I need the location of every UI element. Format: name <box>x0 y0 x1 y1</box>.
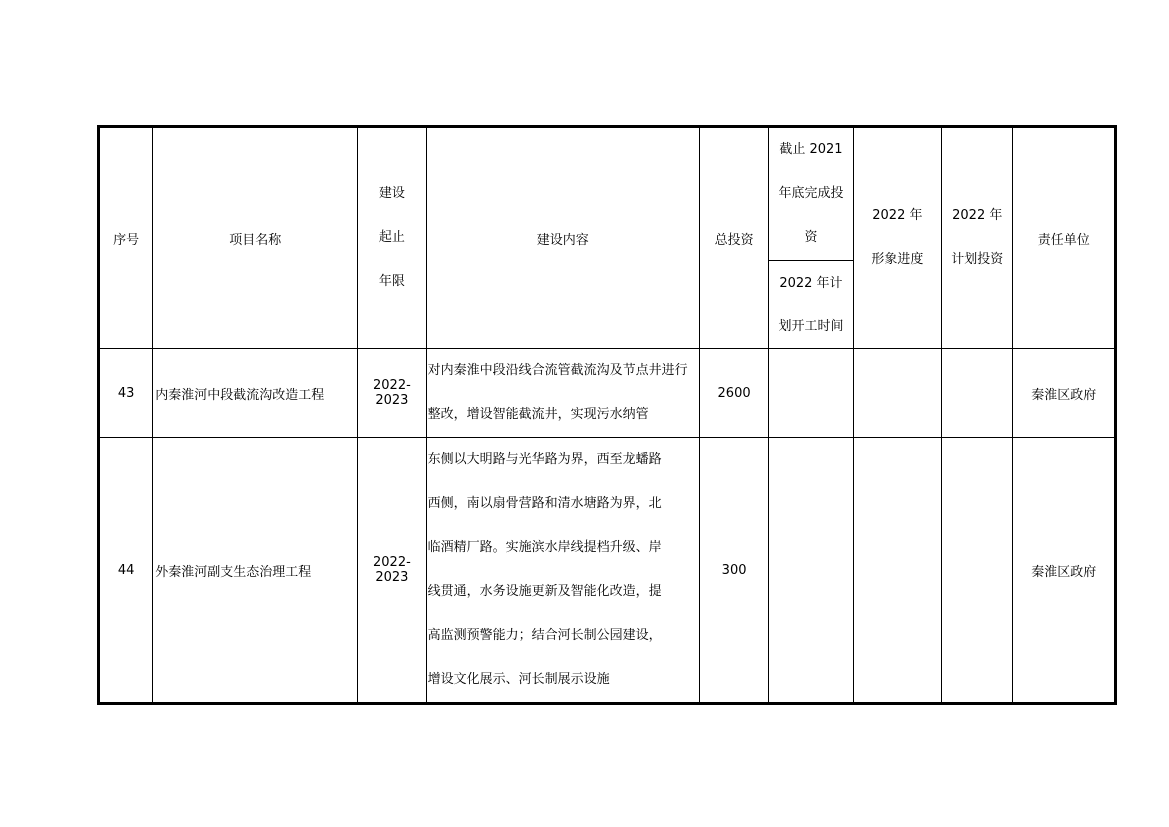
table-row <box>100 438 1115 703</box>
project-table <box>99 127 1115 703</box>
row-unit: 秦淮区政府 <box>1013 349 1115 438</box>
header-num: 序号 <box>100 128 153 349</box>
row-done-2021 <box>769 438 853 703</box>
header-progress-2022: 2022 年 形象进度 <box>853 128 941 349</box>
row-content: 东侧以大明路与光华路为界，西至龙蟠路 西侧，南以扇骨营路和清水塘路为界，北 临酒精厂路。实施滨水岸线提档升级、岸 线贯通，水务设施更新及智能化改造，提 高监测预警能力；结合河长制公园建设， 增设文化展示、河长制展示设施 <box>426 438 699 703</box>
header-period: 建设 起止 年限 <box>358 128 426 349</box>
header-row <box>100 128 1115 261</box>
row-num: 43 <box>100 349 153 438</box>
row-period: 2022-2023 <box>358 349 426 438</box>
header-start-2022: 2022 年计 划开工时间 <box>769 261 853 349</box>
header-plan-2022: 2022 年 计划投资 <box>942 128 1013 349</box>
row-plan-2022 <box>942 438 1013 703</box>
header-name: 项目名称 <box>153 128 358 349</box>
header-done-2021: 截止 2021 年底完成投 资 <box>769 128 853 261</box>
row-name: 外秦淮河副支生态治理工程 <box>153 438 358 703</box>
row-total: 300 <box>699 438 768 703</box>
row-total: 2600 <box>699 349 768 438</box>
row-content: 对内秦淮中段沿线合流管截流沟及节点井进行 整改，增设智能截流井，实现污水纳管 <box>426 349 699 438</box>
header-content: 建设内容 <box>426 128 699 349</box>
row-done-2021 <box>769 349 853 438</box>
row-progress-2022 <box>853 349 941 438</box>
project-table-container <box>97 125 1117 705</box>
row-unit: 秦淮区政府 <box>1013 438 1115 703</box>
row-name: 内秦淮河中段截流沟改造工程 <box>153 349 358 438</box>
row-progress-2022 <box>853 438 941 703</box>
row-plan-2022 <box>942 349 1013 438</box>
row-num: 44 <box>100 438 153 703</box>
table-row <box>100 349 1115 438</box>
header-total: 总投资 <box>699 128 768 349</box>
header-unit: 责任单位 <box>1013 128 1115 349</box>
row-period: 2022-2023 <box>358 438 426 703</box>
